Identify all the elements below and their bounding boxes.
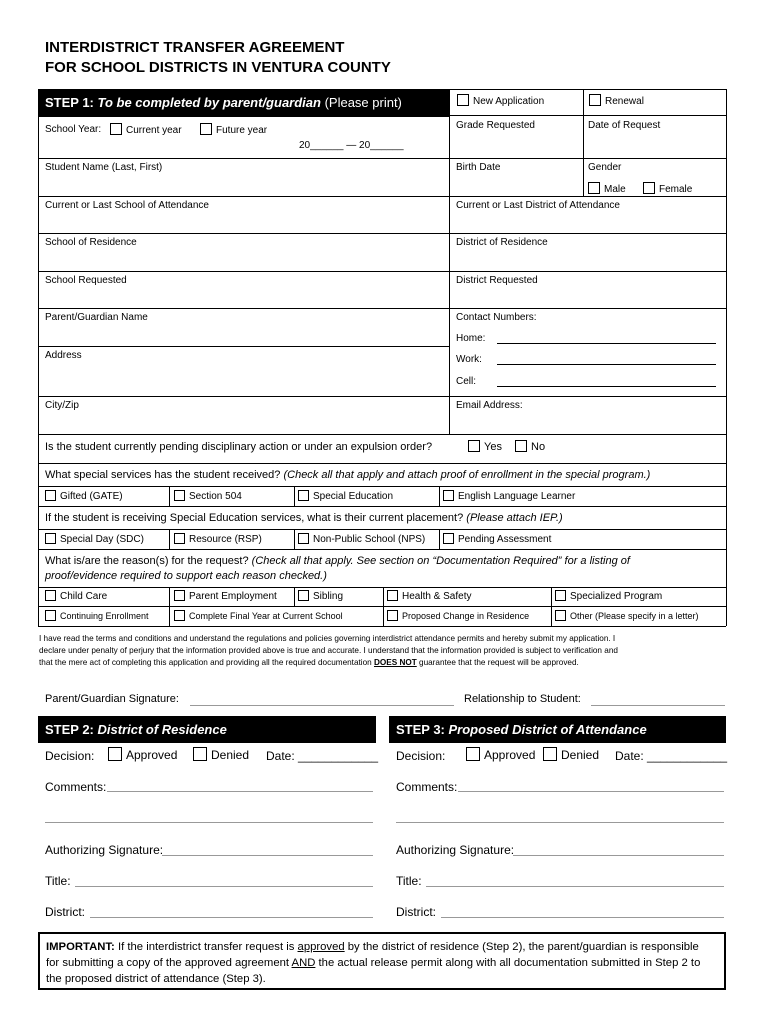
school-requested-label: School Requested [45, 275, 127, 286]
declaration [39, 633, 727, 669]
discipline-yes-option[interactable]: Yes [468, 440, 502, 454]
city-zip-label: City/Zip [45, 400, 79, 411]
checkbox[interactable] [174, 590, 185, 601]
step3-auth-sig-label: Authorizing Signature: [396, 843, 515, 857]
discipline-question: Is the student currently pending disciplinary action or under an expulsion order? [45, 441, 433, 453]
reason-other[interactable]: Other (Please specify in a letter) [555, 610, 699, 622]
checkbox[interactable] [174, 533, 185, 544]
birth-date-label: Birth Date [456, 162, 501, 173]
cell-label: Cell: [456, 376, 477, 387]
step2-approved-option[interactable]: Approved [108, 747, 177, 763]
step3-comments-line-1[interactable] [458, 791, 724, 792]
step3-auth-sig-line[interactable] [513, 855, 724, 856]
step1-header [38, 89, 449, 117]
current-year-option[interactable]: Current year [110, 123, 182, 137]
male-option[interactable]: Male [588, 182, 626, 196]
services-question: What special services has the student received? (Check all that apply and attach proof of enrollment in the special program.) [45, 469, 651, 481]
renewal-checkbox[interactable] [589, 94, 601, 106]
checkbox[interactable] [543, 747, 557, 761]
step3-district-line[interactable] [441, 917, 724, 918]
reason-specialized-program[interactable]: Specialized Program [555, 590, 662, 603]
discipline-no-option[interactable]: No [515, 440, 545, 454]
cell-phone-line[interactable] [497, 386, 716, 387]
work-label: Work: [456, 354, 482, 365]
reasons-question: What is/are the reason(s) for the request? (Check all that apply. See section on “Documentation Required” for a listing of [45, 555, 630, 567]
step3-comments-label: Comments: [396, 780, 458, 794]
reason-sibling[interactable]: Sibling [298, 590, 343, 603]
step2-district-label: District: [45, 905, 85, 919]
step2-comments-line-2[interactable] [45, 822, 373, 823]
title-line-1: INTERDISTRICT TRANSFER AGREEMENT [45, 39, 345, 56]
checkbox[interactable] [466, 747, 480, 761]
male-checkbox[interactable] [588, 182, 600, 194]
district-residence-label: District of Residence [456, 237, 548, 248]
current-year-checkbox[interactable] [110, 123, 122, 135]
checkbox[interactable] [387, 610, 398, 621]
parent-name-label: Parent/Guardian Name [45, 312, 148, 323]
step3-header: STEP 3: Proposed District of Attendance [389, 716, 726, 743]
checkbox[interactable] [45, 610, 56, 621]
form-title [45, 38, 391, 78]
work-phone-line[interactable] [497, 364, 716, 365]
services-option-special-ed[interactable]: Special Education [298, 490, 393, 503]
step3-title-label: Title: [396, 874, 422, 888]
step3-date[interactable]: Date: ____________ [615, 749, 728, 763]
services-option-ell[interactable]: English Language Learner [443, 490, 575, 503]
year-fill[interactable]: 20______ — 20______ [299, 140, 404, 151]
current-district-label: Current or Last District of Attendance [456, 200, 620, 211]
step3-district-label: District: [396, 905, 436, 919]
relationship-label: Relationship to Student: [464, 693, 581, 705]
checkbox[interactable] [174, 610, 185, 621]
checkbox[interactable] [298, 533, 309, 544]
reason-change-residence[interactable]: Proposed Change in Residence [387, 610, 529, 622]
step3-denied-option[interactable]: Denied [543, 747, 599, 763]
important-notice [38, 932, 726, 990]
services-option-504[interactable]: Section 504 [174, 490, 242, 503]
step2-comments-line-1[interactable] [107, 791, 373, 792]
gender-label: Gender [588, 162, 622, 173]
step2-decision-label: Decision: [45, 749, 95, 763]
important-line-2: for submitting a copy of the approved agreement AND the actual release permit along with all documentation submitted in Step 2 to [46, 957, 701, 969]
reason-continuing-enrollment[interactable]: Continuing Enrollment [45, 610, 149, 622]
title-line-2: FOR SCHOOL DISTRICTS IN VENTURA COUNTY [45, 59, 391, 76]
placement-option-sdc[interactable]: Special Day (SDC) [45, 533, 144, 546]
contact-numbers-label: Contact Numbers: [456, 312, 537, 323]
checkbox[interactable] [443, 533, 454, 544]
new-application-option[interactable]: New Application [457, 94, 544, 108]
step2-district-line[interactable] [90, 917, 373, 918]
reason-child-care[interactable]: Child Care [45, 590, 107, 603]
new-application-checkbox[interactable] [457, 94, 469, 106]
placement-option-rsp[interactable]: Resource (RSP) [174, 533, 262, 546]
address-label: Address [45, 350, 82, 361]
checkbox[interactable] [45, 533, 56, 544]
step3-approved-option[interactable]: Approved [466, 747, 535, 763]
important-line-1: IMPORTANT: If the interdistrict transfer request is approved by the district of residence (Step 2), the parent/guardian is responsible [46, 941, 699, 953]
placement-option-pending[interactable]: Pending Assessment [443, 533, 551, 546]
future-year-checkbox[interactable] [200, 123, 212, 135]
step2-comments-label: Comments: [45, 780, 107, 794]
female-option[interactable]: Female [643, 182, 692, 196]
step2-denied-option[interactable]: Denied [193, 747, 249, 763]
home-phone-line[interactable] [497, 343, 716, 344]
placement-question: If the student is receiving Special Education services, what is their current placement? (Please attach IEP.) [45, 512, 563, 524]
step3-decision-label: Decision: [396, 749, 446, 763]
step3-title-line[interactable] [426, 886, 724, 887]
parent-signature-line[interactable] [190, 705, 454, 706]
no-checkbox[interactable] [515, 440, 527, 452]
step1-suffix: (Please print) [324, 95, 402, 110]
step2-auth-sig-line[interactable] [162, 855, 373, 856]
checkbox[interactable] [45, 590, 56, 601]
renewal-option[interactable]: Renewal [589, 94, 644, 108]
female-checkbox[interactable] [643, 182, 655, 194]
reason-parent-employment[interactable]: Parent Employment [174, 590, 277, 603]
placement-option-nps[interactable]: Non-Public School (NPS) [298, 533, 425, 546]
yes-checkbox[interactable] [468, 440, 480, 452]
relationship-line[interactable] [591, 705, 725, 706]
step2-header: STEP 2: District of Residence [38, 716, 376, 743]
checkbox[interactable] [555, 590, 566, 601]
services-option-gifted[interactable]: Gifted (GATE) [45, 490, 123, 503]
email-label: Email Address: [456, 400, 523, 411]
step3-comments-line-2[interactable] [396, 822, 724, 823]
checkbox[interactable] [193, 747, 207, 761]
future-year-option[interactable]: Future year [200, 123, 267, 137]
school-year-label: School Year: [45, 124, 102, 135]
home-label: Home: [456, 333, 486, 344]
step2-title-line[interactable] [75, 886, 373, 887]
step2-auth-sig-label: Authorizing Signature: [45, 843, 164, 857]
reason-final-year[interactable]: Complete Final Year at Current School [174, 610, 343, 622]
checkbox[interactable] [108, 747, 122, 761]
important-line-3: the proposed district of attendance (Step 3). [46, 973, 266, 985]
step1-italic: To be completed by parent/guardian [97, 95, 321, 110]
checkbox[interactable] [174, 490, 185, 501]
district-requested-label: District Requested [456, 275, 538, 286]
checkbox[interactable] [387, 590, 398, 601]
checkbox[interactable] [298, 590, 309, 601]
grade-requested-label: Grade Requested [456, 120, 535, 131]
parent-signature-label: Parent/Guardian Signature: [45, 693, 179, 705]
declaration-line-1: I have read the terms and conditions and understand the regulations and policies governing interdistrict attendance permits and hereby submit my application. I [39, 634, 616, 643]
step1-label: STEP 1: [45, 95, 94, 110]
declaration-line-2: declare under penalty of perjury that the information provided above is true and accurate. I understand that the information provided is subject to verification and [39, 646, 618, 655]
school-residence-label: School of Residence [45, 237, 137, 248]
declaration-line-3: that the mere act of completing this application and providing all the required documentation DOES NOT guarantee that the request will be approved. [39, 658, 579, 667]
checkbox[interactable] [45, 490, 56, 501]
checkbox[interactable] [555, 610, 566, 621]
current-school-label: Current or Last School of Attendance [45, 200, 209, 211]
checkbox[interactable] [443, 490, 454, 501]
step2-title-label: Title: [45, 874, 71, 888]
reasons-note-2: proof/evidence required to support each reason checked.) [45, 570, 327, 582]
student-name-label: Student Name (Last, First) [45, 162, 163, 173]
date-of-request-label: Date of Request [588, 120, 661, 131]
step2-date[interactable]: Date: ____________ [266, 749, 379, 763]
reason-health-safety[interactable]: Health & Safety [387, 590, 471, 603]
checkbox[interactable] [298, 490, 309, 501]
